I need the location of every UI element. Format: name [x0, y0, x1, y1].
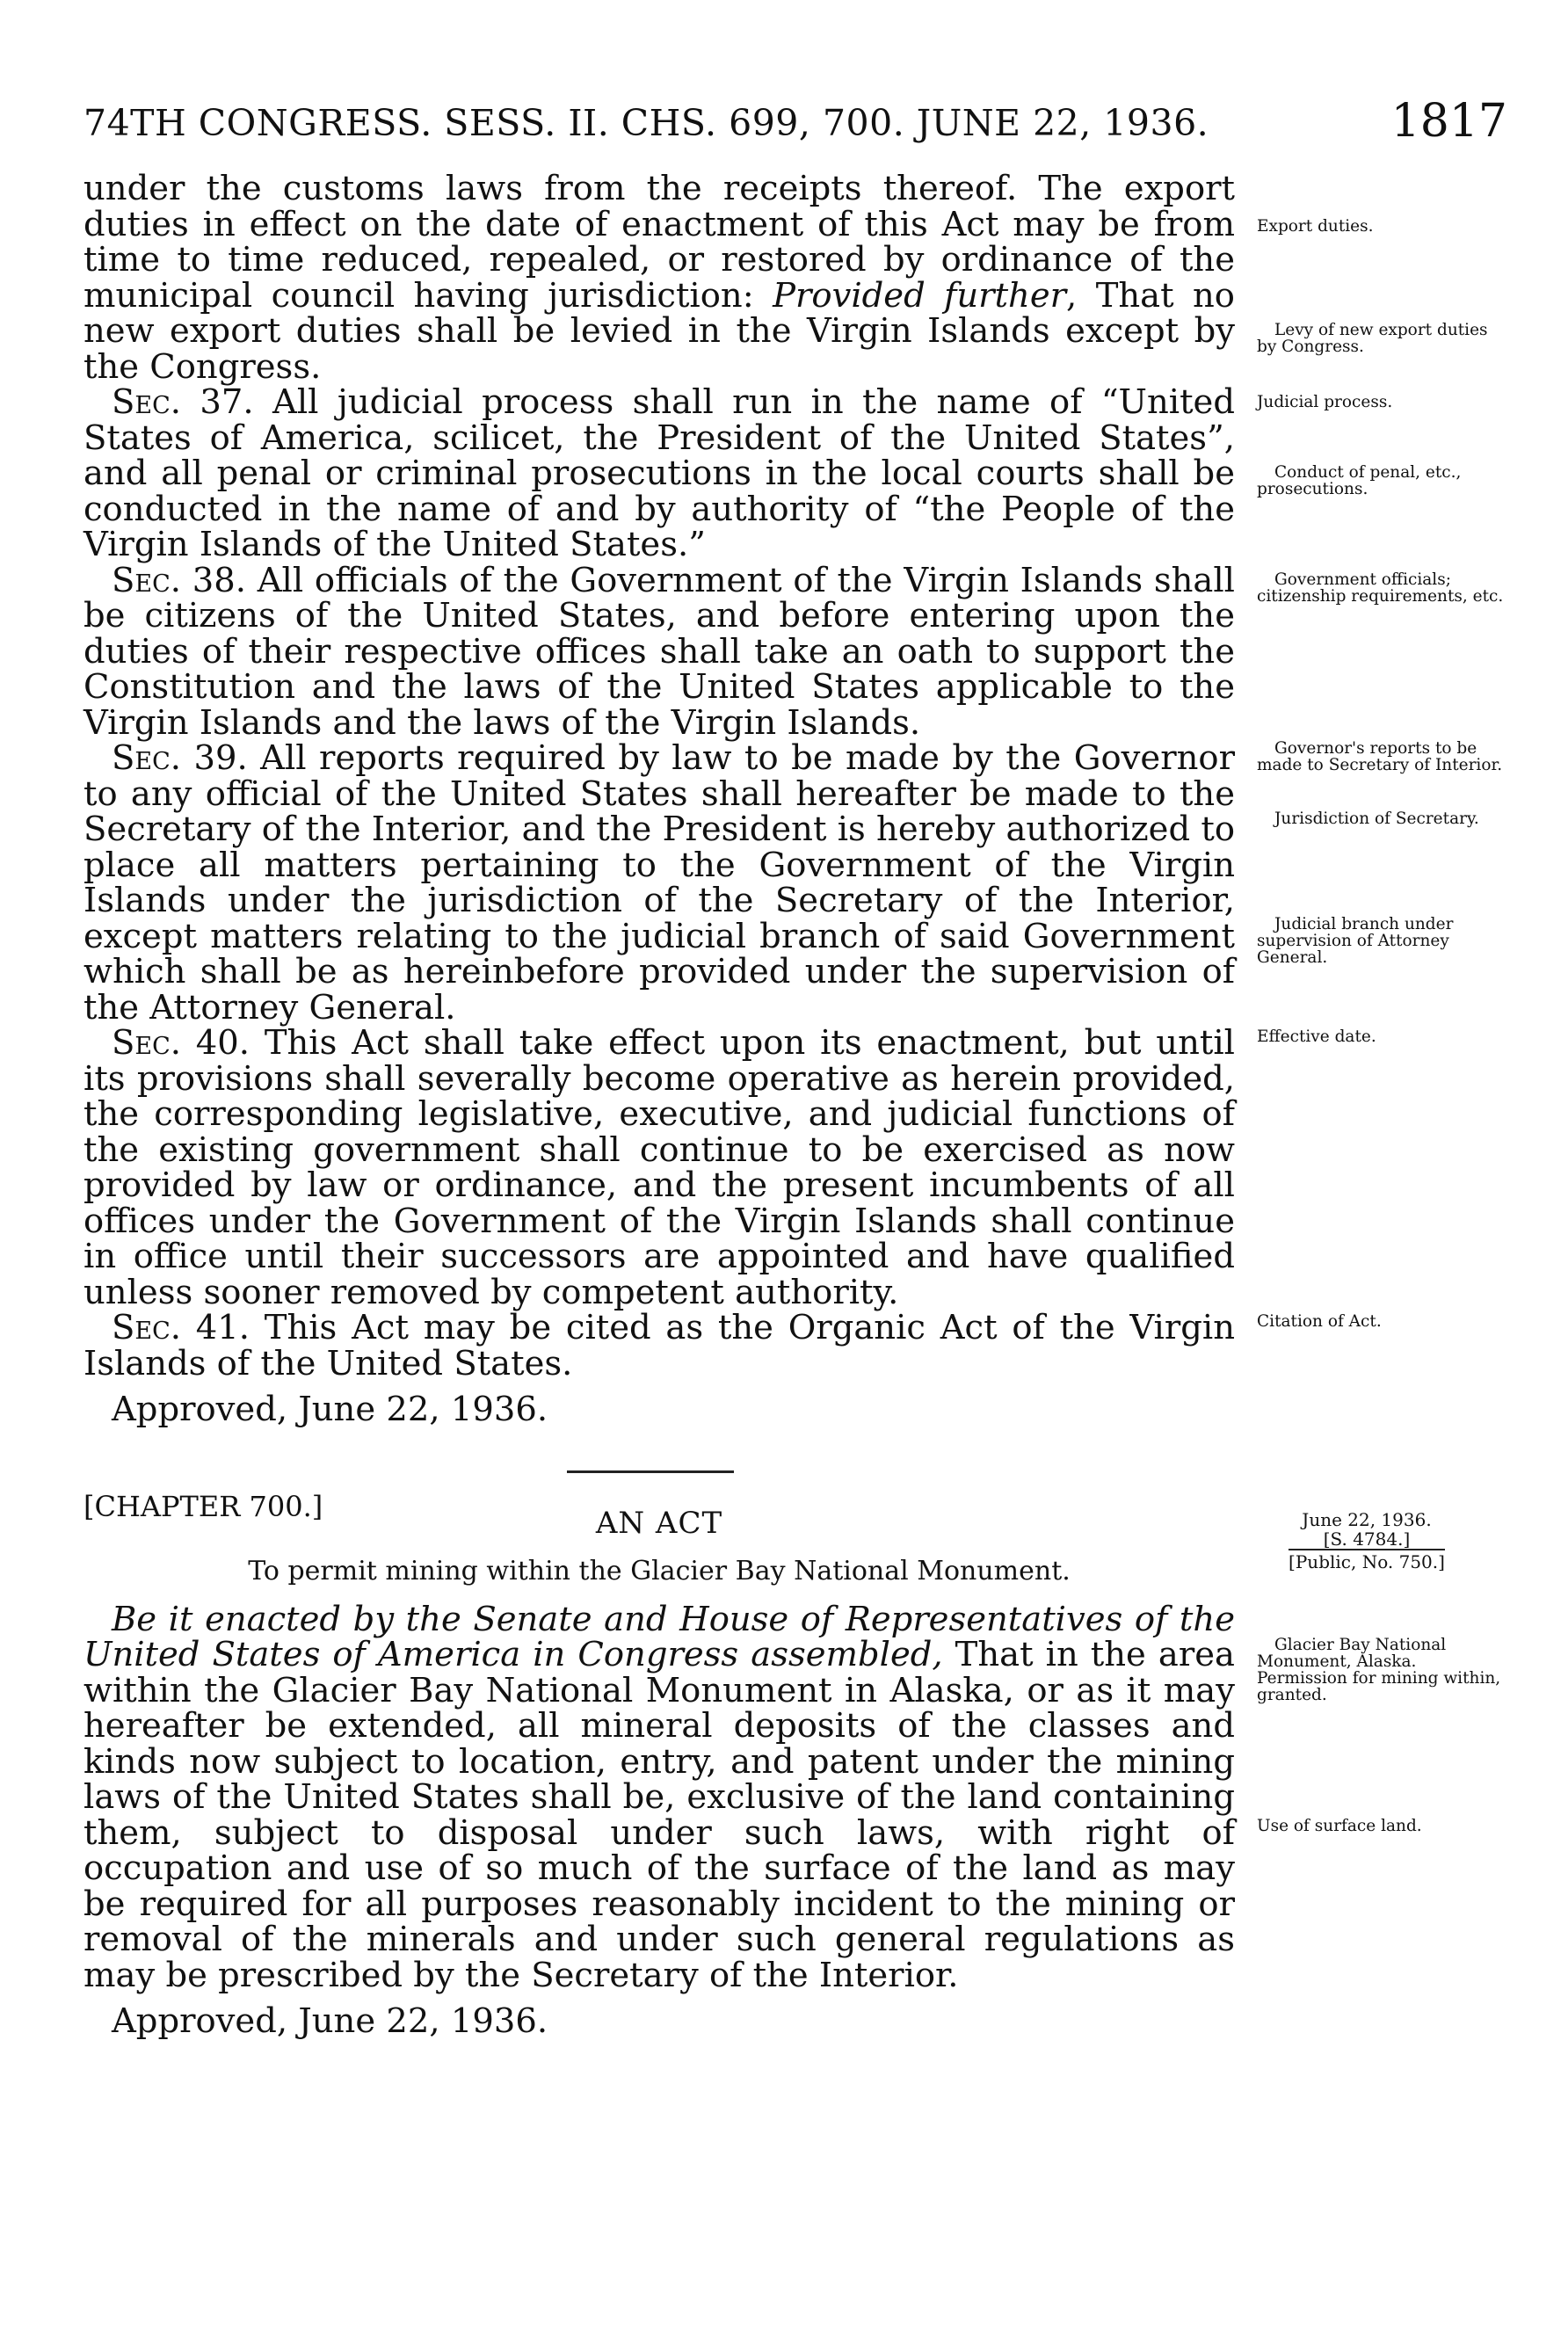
margin-note-conduct: Conduct of penal, etc., prosecutions. [1257, 463, 1462, 498]
section-label: Sec. 40. [112, 1023, 250, 1063]
section-40: Sec. 40. This Act shall take effect upon its enactment, but until its provisions shall severally become operative as herein provided, the corresponding legislative, executive, and judicial functions of the existing government shall continue to be exercised as now provided by law or ordinance, and the present incumbents of all offices under the Government of the Virgin Islands shall continue in office until their successors are appointed and have qualified unless sooner removed by competent authority. [83, 1023, 1235, 1312]
section-label: Sec. 38. [112, 560, 246, 600]
margin-note-citation: Citation of Act. [1257, 1312, 1382, 1331]
running-head: 74TH CONGRESS. SESS. II. CHS. 699, 700. JUNE 22, 1936. [83, 102, 1209, 144]
approved-line-ch699: Approved, June 22, 1936. [112, 1390, 548, 1429]
section-label: Sec. 39. [112, 738, 248, 778]
section-37: Sec. 37. All judicial process shall run in the name of “United States of America, scilicet, the President of the United States”, and all penal or criminal prosecutions in the local courts shall be conducted in the name of and by authority of “the People of the Virgin Islands of the United States.” [83, 382, 1235, 564]
chapter-label: [CHAPTER 700.] [83, 1489, 323, 1523]
page-number: 1817 [1390, 95, 1507, 148]
act-heading: AN ACT [595, 1505, 723, 1541]
section-label: Sec. 41. [112, 1308, 250, 1347]
act-date: June 22, 1936. [1302, 1509, 1432, 1530]
margin-note-effective-date: Effective date. [1257, 1027, 1376, 1046]
margin-note-glacier-bay: Glacier Bay National Monument, Alaska. Permission for mining within, granted. [1257, 1636, 1501, 1704]
chapter-700-heading [83, 1470, 1235, 1602]
margin-note-export-duties: Export duties. [1257, 217, 1374, 236]
margin-note-jurisdiction: Jurisdiction of Secretary. [1274, 810, 1479, 828]
act-subtitle: To permit mining within the Glacier Bay National Monument. [248, 1555, 1071, 1586]
margin-note-officials: Government officials; citizenship requirements, etc. [1257, 570, 1504, 606]
section-label: Sec. 37. [112, 382, 254, 422]
paragraph-export-duties: under the customs laws from the receipts thereof. The export duties in effect on the date of enactment of this Act may be from time to time reduced, repealed, or restored by ordinance of the municipal council having jurisdiction: Provided further, That no new export duties shall be levied in the Virgin Islands except by the Congress. [83, 169, 1235, 387]
margin-note-judicial-branch: Judicial branch under supervision of Attorney General. [1257, 915, 1454, 967]
provided-further: Provided further [773, 275, 1067, 316]
margin-note-governor-reports: Governor's reports to be made to Secretary of Interior. [1257, 739, 1503, 774]
section-39: Sec. 39. All reports required by law to be made by the Governor to any official of the United States shall hereafter be made to the Secretary of the Interior, and the President is hereby authorized to place all matters pertaining to the Government of the Virgin Islands under the jurisdiction of the Secretary of the Interior, except matters relating to the judicial branch of said Government which shall be as hereinbefore provided under the supervision of the Attorney General. [83, 738, 1235, 1027]
enacting-paragraph: Be it enacted by the Senate and House of Representatives of the United States of America in Congress assembled, That in the area within the Glacier Bay National Monument in Alaska, or as it may hereafter be extended, all mineral deposits of the classes and kinds now subject to location, entry, and patent under the mining laws of the United States shall be, exclusive of the land containing them, subject to disposal under such laws, with right of occupation and use of so much of the surface of the land as may be required for all purposes reasonably incident to the mining or removal of the minerals and under such general regulations as may be prescribed by the Secretary of the Interior. [83, 1599, 1235, 1995]
section-divider [567, 1470, 734, 1473]
section-41: Sec. 41. This Act may be cited as the Organic Act of the Virgin Islands of the United States. [83, 1308, 1235, 1383]
page-header [83, 95, 1507, 165]
margin-note-surface-land: Use of surface land. [1257, 1817, 1422, 1835]
margin-note-judicial-process: Judicial process. [1257, 393, 1393, 411]
main-text-column [83, 171, 1235, 2040]
approved-line-ch700: Approved, June 22, 1936. [112, 2001, 548, 2041]
margin-note-levy: Levy of new export duties by Congress. [1257, 321, 1488, 356]
bill-number: [S. 4784.] [1323, 1528, 1411, 1550]
public-law-number: [Public, No. 750.] [1289, 1549, 1445, 1572]
act-date-block [1257, 1510, 1477, 1572]
enacting-clause: Be it enacted by the Senate and House of Representatives of the United States of America in Congress assembled, [83, 1599, 1235, 1674]
section-38: Sec. 38. All officials of the Government of the Virgin Islands shall be citizens of the United States, and before entering upon the duties of their respective offices shall take an oath to support the Constitution and the laws of the United States applicable to the Virgin Islands and the laws of the Virgin Islands. [83, 560, 1235, 743]
